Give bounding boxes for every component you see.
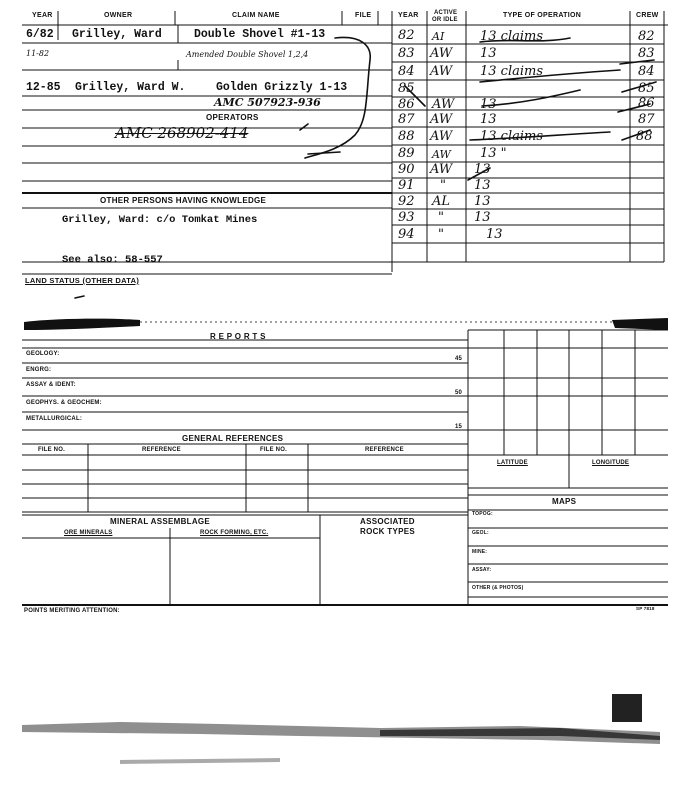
report-geophys: GEOPHYS. & GEOCHEM: [26,400,102,406]
op-type: 13 [480,97,497,112]
op-status: AW [430,129,453,144]
general-references-title: GENERAL REFERENCES [182,434,284,443]
op-status: AI [432,30,445,43]
op-type: 13 [474,194,491,209]
header-crew: CREW [636,12,659,19]
map-topog: TOPOG: [472,511,493,517]
latitude-label: LATITUDE [497,460,528,466]
op-year: 86 [398,97,415,112]
ref-file-no-2: FILE NO. [260,447,287,453]
op-year: 91 [398,178,415,193]
claim-3-name: Golden Grizzly 1-13 [216,81,348,94]
header-year-2: YEAR [398,12,419,19]
claim-3-owner: Grilley, Ward W. [75,81,186,94]
map-other: OTHER (& PHOTOS) [472,585,524,591]
op-status: " [438,210,444,225]
associated-label: ASSOCIATED [360,517,415,526]
claim-3-year: 12-85 [26,81,61,94]
report-metallurgical-num: 15 [455,424,463,430]
report-assay-num: 50 [455,390,463,396]
op-crew: 85 [638,81,655,96]
op-type: 13 [480,112,497,127]
claim-2-year: 11-82 [26,49,50,58]
op-year: 93 [398,210,415,225]
rock-forming-label: ROCK FORMING, ETC. [200,530,269,536]
header-or-idle: OR IDLE [432,17,458,23]
report-geology: GEOLOGY: [26,351,60,357]
op-crew: 88 [636,129,653,144]
mineral-title: MINERAL ASSEMBLAGE [110,517,211,526]
ore-minerals-label: ORE MINERALS [64,530,113,536]
header-file: FILE [355,12,372,19]
header-year: YEAR [32,12,53,19]
op-status: " [440,178,446,193]
op-status: " [438,227,444,242]
op-crew: 82 [638,29,655,44]
op-type: 13 [474,178,491,193]
form-number: SP 7818 [636,606,655,611]
file-number-1: AMC 507923-936 [214,96,321,109]
map-geol: GEOL: [472,530,489,536]
report-metallurgical: METALLURGICAL: [26,416,83,422]
report-assay: ASSAY & IDENT: [26,382,76,388]
report-engrg: ENGRG: [26,367,52,373]
op-type: 13 [474,162,491,177]
points-meriting-attention: POINTS MERITING ATTENTION: [24,608,120,614]
rock-types-label: ROCK TYPES [360,527,416,536]
op-year: 92 [398,194,415,209]
op-year: 85 [398,81,415,96]
op-year: 89 [398,146,415,161]
op-crew: 83 [638,46,655,61]
op-status: AW [430,112,453,127]
op-year: 82 [398,28,415,43]
op-type: 13 claims [480,64,544,79]
header-owner: OWNER [104,12,133,19]
op-type: 13 claims [480,29,544,44]
op-year: 88 [398,129,415,144]
op-type: 13 [486,227,503,242]
op-crew: 86 [638,96,655,111]
op-status: AW [432,148,451,161]
op-type: 13 " [480,146,507,161]
op-crew: 84 [638,64,655,79]
see-also: See also: 58-557 [62,254,163,266]
claim-1-year: 6/82 [26,28,54,41]
ref-reference: REFERENCE [142,447,181,453]
claim-1-owner: Grilley, Ward [72,28,162,41]
map-mine: MINE: [472,549,488,555]
knowledge-entry: Grilley, Ward: c/o Tomkat Mines [62,214,258,226]
report-geology-num: 45 [455,356,463,362]
header-active: ACTIVE [434,10,458,16]
op-year: 84 [398,64,415,79]
land-status-label: LAND STATUS (OTHER DATA) [25,276,140,285]
map-assay: ASSAY: [472,567,492,573]
file-number-2: AMC 268902-414 [115,124,249,142]
longitude-label: LONGITUDE [592,460,630,466]
op-status: AW [430,64,453,79]
op-year: 87 [398,112,415,127]
header-claim-name: CLAIM NAME [232,12,280,19]
op-year: 94 [398,227,415,242]
ref-file-no: FILE NO. [38,447,65,453]
reports-title: R E P O R T S [210,332,266,341]
op-crew: 87 [638,112,655,127]
op-status: AW [432,97,455,112]
claim-2-name: Amended Double Shovel 1,2,4 [186,50,309,59]
op-type: 13 [480,46,497,61]
header-type-of-operation: TYPE OF OPERATION [503,12,582,19]
op-year: 90 [398,162,415,177]
op-year: 83 [398,46,415,61]
operators-label: OPERATORS [206,113,259,122]
maps-title: MAPS [552,497,577,506]
claim-1-name: Double Shovel #1-13 [194,28,326,41]
op-type: 13 [474,210,491,225]
op-status: AL [432,194,451,209]
ref-reference-2: REFERENCE [365,447,404,453]
op-type: 13 claims [480,129,544,144]
op-status: AW [430,46,453,61]
op-status: AW [430,162,453,177]
knowledge-label: OTHER PERSONS HAVING KNOWLEDGE [100,196,267,205]
